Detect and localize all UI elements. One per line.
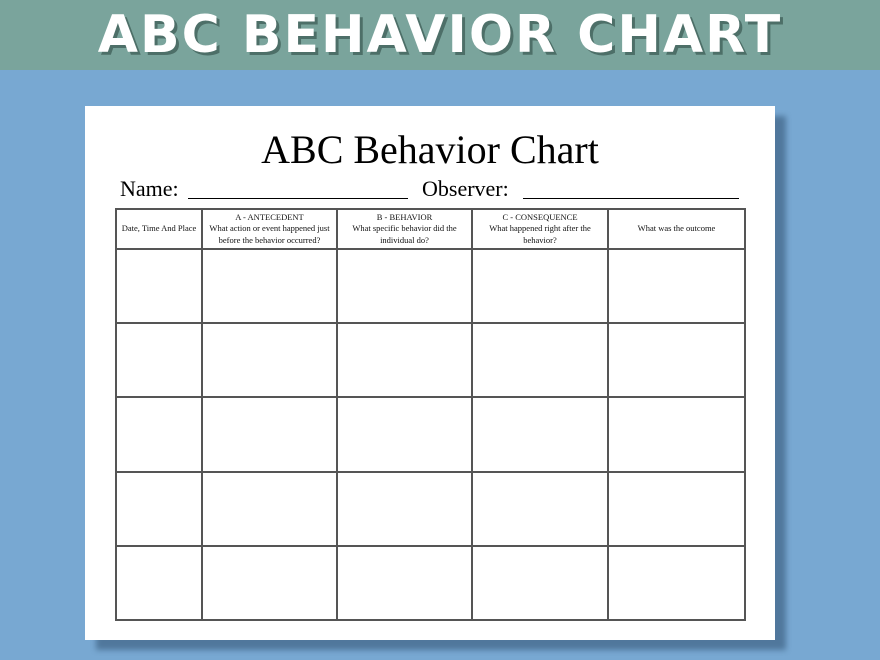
header-text-line: C - CONSEQUENCE: [502, 211, 578, 222]
table-cell: [116, 472, 202, 546]
table-cell: [337, 249, 472, 323]
table-row: [116, 397, 745, 471]
header-text-line: individual do?: [380, 234, 429, 245]
name-field-line: [188, 198, 408, 199]
table-cell: [608, 249, 745, 323]
table-cell: [202, 546, 337, 620]
behavior-table: [115, 208, 746, 621]
table-cell: [116, 546, 202, 620]
table-cell: [116, 397, 202, 471]
name-label: Name:: [120, 176, 179, 201]
table-cell: [472, 397, 608, 471]
banner: [0, 0, 880, 70]
table-cell: [608, 397, 745, 471]
header-text-line: before the behavior occurred?: [218, 234, 321, 245]
table-cell: [608, 472, 745, 546]
header-date-time-place: [116, 209, 202, 249]
header-text-line: What was the outcome: [637, 223, 716, 234]
header-text-line: B - BEHAVIOR: [376, 211, 433, 222]
table-cell: [337, 397, 472, 471]
header-consequence: [472, 209, 608, 249]
table-cell: [472, 323, 608, 397]
header-behavior: [337, 209, 472, 249]
form-fields: [120, 172, 750, 202]
header-text-line: What specific behavior did the: [352, 223, 457, 234]
table-cell: [472, 249, 608, 323]
table-cell: [337, 472, 472, 546]
table-row: [116, 546, 745, 620]
header-text-line: behavior?: [523, 234, 557, 245]
document-title: ABC Behavior Chart: [261, 127, 599, 172]
observer-field-line: [523, 198, 739, 199]
header-outcome: [608, 209, 745, 249]
table-cell: [116, 323, 202, 397]
table-cell: [202, 249, 337, 323]
table-cell: [472, 546, 608, 620]
table-cell: [472, 472, 608, 546]
header-text-line: Date, Time And Place: [121, 223, 197, 234]
header-text-line: What happened right after the: [489, 223, 591, 234]
table-cell: [337, 546, 472, 620]
header-text-line: A - ANTECEDENT: [235, 211, 304, 222]
header-text-line: What action or event happened just: [209, 223, 330, 234]
worksheet-page: [85, 106, 775, 640]
table-row: [116, 249, 745, 323]
table-body: [116, 249, 745, 620]
table-cell: [608, 546, 745, 620]
table-cell: [202, 472, 337, 546]
table-cell: [608, 323, 745, 397]
header-antecedent: [202, 209, 337, 249]
table-cell: [116, 249, 202, 323]
table-row: [116, 323, 745, 397]
table-header-row: [116, 209, 745, 249]
table-cell: [337, 323, 472, 397]
table-cell: [202, 323, 337, 397]
table-row: [116, 472, 745, 546]
banner-title: ABC BEHAVIOR CHART: [97, 5, 783, 65]
table-cell: [202, 397, 337, 471]
observer-label: Observer:: [422, 176, 509, 201]
